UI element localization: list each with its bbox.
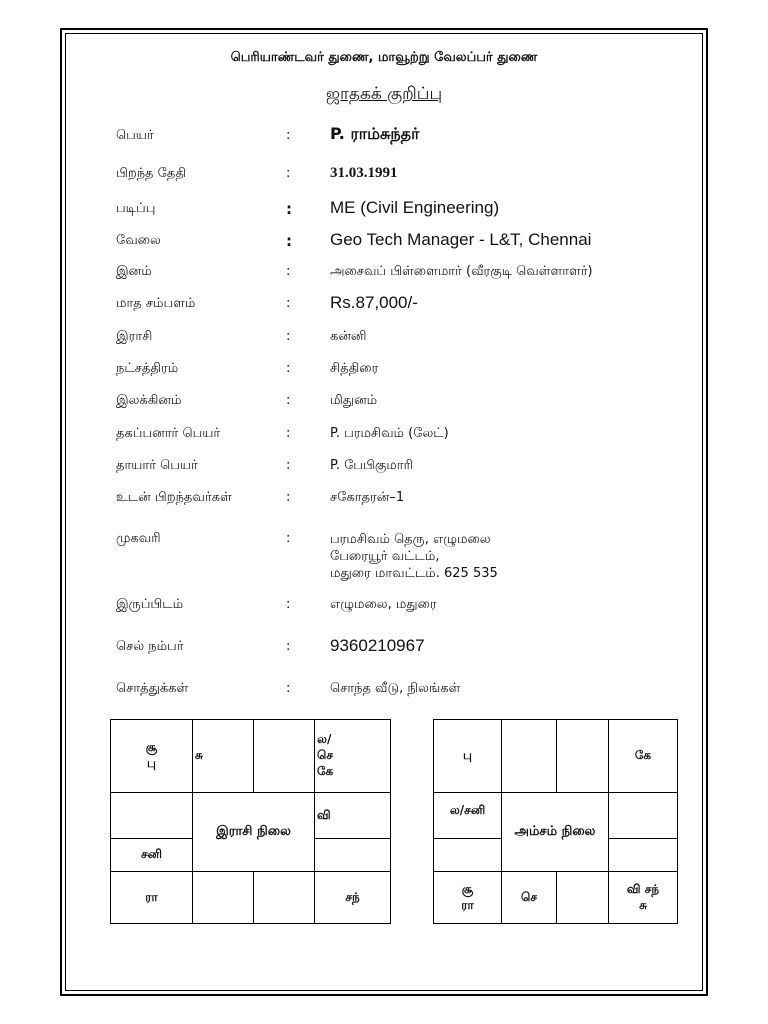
rasi-house: [111, 793, 193, 839]
detail-label: முகவரி: [116, 531, 161, 546]
amsam-house: [434, 839, 502, 872]
detail-label: இராசி: [116, 329, 153, 344]
detail-label: பிறந்த தேதி: [116, 166, 186, 181]
amsam-house: [557, 872, 609, 924]
detail-value: ME (Civil Engineering): [330, 198, 500, 217]
detail-colon: :: [286, 166, 291, 181]
amsam-house: கே: [609, 720, 678, 793]
detail-value: சொந்த வீடு, நிலங்கள்: [330, 681, 461, 696]
detail-colon: :: [286, 458, 291, 473]
detail-value: 9360210967: [330, 636, 425, 655]
detail-label: தாயார் பெயர்: [116, 458, 198, 473]
amsam-house: [609, 839, 678, 872]
detail-value: Geo Tech Manager - L&T, Chennai: [330, 230, 592, 249]
rasi-house: ரா: [111, 872, 193, 924]
detail-value: 31.03.1991: [330, 165, 398, 181]
rasi-chart-center-label: இராசி நிலை: [193, 793, 315, 872]
amsam-house: [502, 720, 557, 793]
detail-colon: :: [286, 128, 291, 143]
amsam-house: செ: [502, 872, 557, 924]
rasi-house: வி: [315, 793, 391, 839]
amsam-house: சூ ரா: [434, 872, 502, 924]
detail-value: P. பரமசிவம் (லேட்): [330, 426, 449, 441]
detail-colon: :: [286, 490, 291, 505]
rasi-house: [254, 720, 315, 793]
detail-colon: :: [286, 200, 292, 218]
detail-colon: :: [286, 681, 291, 696]
detail-value: [330, 531, 498, 582]
detail-label: நட்சத்திரம்: [116, 361, 179, 376]
detail-colon: :: [286, 361, 291, 376]
rasi-house: சனி: [111, 839, 193, 872]
document-title: ஜாதகக் குறிப்பு: [325, 84, 443, 104]
detail-label: இலக்கினம்: [116, 393, 182, 408]
amsam-chart-center-label: அம்சம் நிலை: [502, 793, 609, 872]
detail-label: மாத சம்பளம்: [116, 296, 196, 311]
detail-value: Rs.87,000/-: [330, 293, 418, 312]
detail-label: சொத்துக்கள்: [116, 681, 189, 696]
detail-label: இனம்: [116, 264, 152, 279]
detail-colon: :: [286, 639, 291, 654]
detail-value: சித்திரை: [330, 361, 379, 376]
address-line: மதுரை மாவட்டம். 625 535: [330, 566, 498, 581]
detail-label: உடன் பிறந்தவர்கள்: [116, 490, 232, 505]
detail-label: இருப்பிடம்: [116, 597, 184, 612]
detail-colon: :: [286, 264, 291, 279]
detail-colon: :: [286, 426, 291, 441]
amsam-house: [557, 720, 609, 793]
rasi-house: சு: [193, 720, 254, 793]
detail-label: படிப்பு: [116, 201, 156, 216]
detail-colon: :: [286, 393, 291, 408]
detail-value: P. ராம்சுந்தர்: [330, 124, 420, 143]
address-line: பரமசிவம் தெரு, எழுமலை: [330, 532, 491, 547]
detail-label: பெயர்: [116, 128, 154, 143]
detail-value: சகோதரன்–1: [330, 490, 405, 505]
detail-value: P. பேபிகுமாரி: [330, 458, 413, 473]
detail-value: அசைவப் பிள்ளைமார் (வீரகுடி வெள்ளாளர்): [330, 264, 593, 279]
detail-label: தகப்பனார் பெயர்: [116, 426, 221, 441]
detail-colon: :: [286, 597, 291, 612]
rasi-house: ல/ செ கே: [315, 720, 391, 793]
rasi-house: சந்: [315, 872, 391, 924]
detail-colon: :: [286, 296, 291, 311]
address-line: பேரையூர் வட்டம்,: [330, 549, 440, 564]
amsam-chart: [433, 719, 678, 924]
amsam-house: [609, 793, 678, 839]
blessing-line: பெரியாண்டவர் துணை, மாவூற்று வேலப்பர் துணை: [230, 50, 538, 65]
detail-colon: :: [286, 531, 291, 546]
rasi-house: சூ பு: [111, 720, 193, 793]
detail-value: மிதுனம்: [330, 393, 378, 408]
rasi-chart: [110, 719, 391, 924]
rasi-house: [193, 872, 254, 924]
amsam-house: பு: [434, 720, 502, 793]
rasi-house: [254, 872, 315, 924]
detail-colon: :: [286, 232, 292, 250]
detail-label: செல் நம்பர்: [116, 639, 184, 654]
detail-value: கன்னி: [330, 329, 367, 344]
amsam-house: வி சந் சு: [609, 872, 678, 924]
detail-label: வேலை: [116, 233, 161, 248]
amsam-house: ல/சனி: [434, 793, 502, 839]
detail-colon: :: [286, 329, 291, 344]
rasi-house: [315, 839, 391, 872]
detail-value: எழுமலை, மதுரை: [330, 597, 437, 612]
